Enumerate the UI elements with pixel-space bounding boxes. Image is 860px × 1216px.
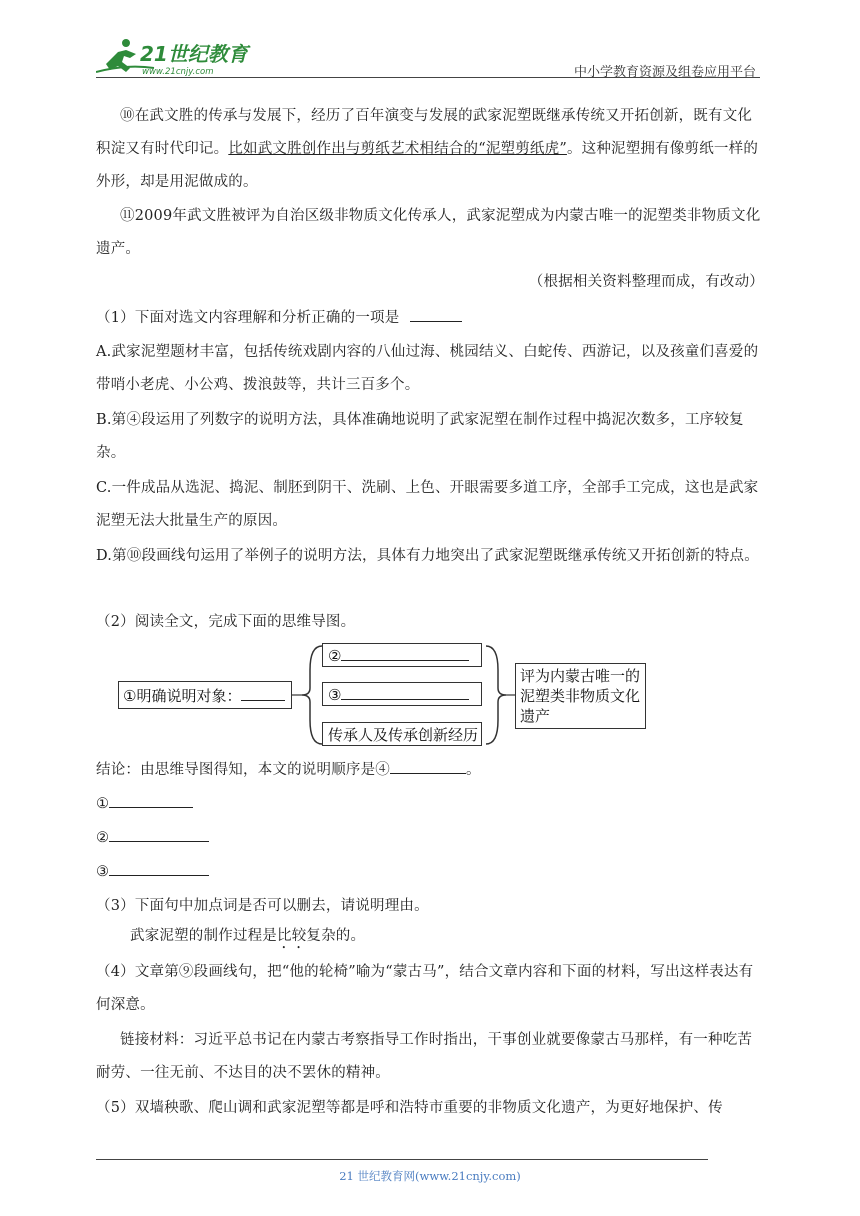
answer-line-1 (96, 788, 764, 821)
footer-divider (96, 1159, 708, 1160)
paragraph-10-underlined: 比如武文胜创作出与剪纸艺术相结合的“泥塑剪纸虎” (228, 141, 567, 157)
mindmap-node-3-label: ③ (328, 686, 342, 704)
mindmap-node-2 (322, 643, 482, 667)
paragraph-10-mark: ⑩ (120, 108, 135, 124)
header-platform-text: 中小学教育资源及组卷应用平台 (573, 65, 756, 80)
conclusion-period: 。 (466, 762, 481, 778)
answer-3-blank[interactable] (109, 861, 209, 876)
linked-material: 链接材料：习近平总书记在内蒙古考察指导工作时指出，干事创业就要像蒙古马那样，有一种吃苦耐劳、一往无前、不达目的决不罢休的精神。 (96, 1032, 753, 1081)
source-note: （根据相关资料整理而成，有改动） (528, 274, 764, 290)
sentence-before: 武家泥塑的制作过程是 (130, 928, 277, 944)
paragraph-10 (96, 100, 764, 199)
option-b[interactable]: B.第④段运用了列数字的说明方法，具体准确地说明了武家泥塑在制作过程中捣泥次数多，工序较复杂。 (96, 412, 744, 461)
answer-1-mark: ① (96, 796, 110, 812)
mindmap-node-2-label: ② (328, 647, 342, 665)
mindmap-subject-box (118, 681, 292, 709)
question-1-text: （1）下面对选文内容理解和分析正确的一项是 (96, 310, 400, 326)
question-5-stem: （5）双墙秧歌、爬山调和武家泥塑等都是呼和浩特市重要的非物质文化遗产，为更好地保护、传 (96, 1100, 723, 1116)
question-1-stem (96, 302, 764, 335)
answer-2-mark: ② (96, 830, 110, 846)
dotted-word: 比较 (277, 928, 307, 944)
answer-1-blank[interactable] (109, 793, 193, 808)
sentence-after: 复杂的。 (306, 928, 366, 944)
mindmap-node-3-blank[interactable] (341, 687, 469, 700)
option-d[interactable]: D.第⑩段画线句运用了举例子的说明方法，具体有力地突出了武家泥塑既继承传统又开拓创新的特点。 (96, 548, 759, 564)
conclusion-text: 结论：由思维导图得知，本文的说明顺序是④ (96, 762, 390, 778)
conclusion-blank[interactable] (390, 759, 466, 774)
mindmap-brace-right (482, 640, 518, 750)
question-2-conclusion (96, 754, 764, 787)
paragraph-11-text: 2009年武文胜被评为自治区级非物质文化传承人，武家泥塑成为内蒙古唯一的泥塑类非物质文化遗产。 (96, 208, 761, 257)
question-2-stem: （2）阅读全文，完成下面的思维导图。 (96, 614, 356, 630)
paragraph-11-mark: ⑪ (120, 208, 135, 224)
runner-logo-icon (96, 34, 256, 82)
mindmap-subject-label: ①明确说明对象： (123, 687, 242, 705)
question-3-sentence (96, 920, 798, 953)
mindmap-node-2-blank[interactable] (341, 648, 469, 661)
option-c[interactable]: C.一件成品从选泥、捣泥、制胚到阴干、洗刷、上色、开眼需要多道工序，全部手工完成，这也是武家泥塑无法大批量生产的原因。 (96, 480, 759, 529)
question-3-stem: （3）下面句中加点词是否可以删去，请说明理由。 (96, 898, 429, 914)
answer-2-blank[interactable] (109, 827, 209, 842)
mindmap-node-inheritor: 传承人及传承创新经历 (322, 722, 482, 746)
mindmap-subject-blank[interactable] (241, 688, 285, 701)
header-divider (96, 77, 760, 78)
logo-sub-text: www.21cnjy.com (142, 67, 214, 77)
mindmap-result-box: 评为内蒙古唯一的泥塑类非物质文化遗产 (515, 663, 646, 729)
site-logo (96, 34, 256, 82)
answer-3-mark: ③ (96, 864, 110, 880)
paragraph-11 (96, 200, 764, 266)
answer-line-2 (96, 822, 764, 855)
paragraph-10-text: 在武文胜的传承与发展下，经历了百年演变与发展的武家泥塑既继承传统又开拓创新，既有文化积淀又有时代印记。 (96, 108, 753, 157)
question-1-answer-blank[interactable] (410, 307, 462, 322)
footer-text[interactable]: 21 世纪教育网(www.21cnjy.com) (339, 1169, 521, 1183)
logo-main-text: 21世纪教育 (140, 42, 248, 66)
paragraph-10-text-after: 。这种泥塑拥有像剪纸一样的外形，却是用泥做成的。 (96, 141, 759, 190)
answer-line-3 (96, 856, 764, 889)
option-a[interactable]: A.武家泥塑题材丰富，包括传统戏剧内容的八仙过海、桃园结义、白蛇传、西游记，以及孩童们喜爱的带哨小老虎、小公鸡、拨浪鼓等，共计三百多个。 (96, 344, 759, 393)
mindmap-node-3 (322, 682, 482, 706)
question-4-stem: （4）文章第⑨段画线句，把“他的轮椅”喻为“蒙古马”，结合文章内容和下面的材料，写出这样表达有何深意。 (96, 964, 754, 1013)
